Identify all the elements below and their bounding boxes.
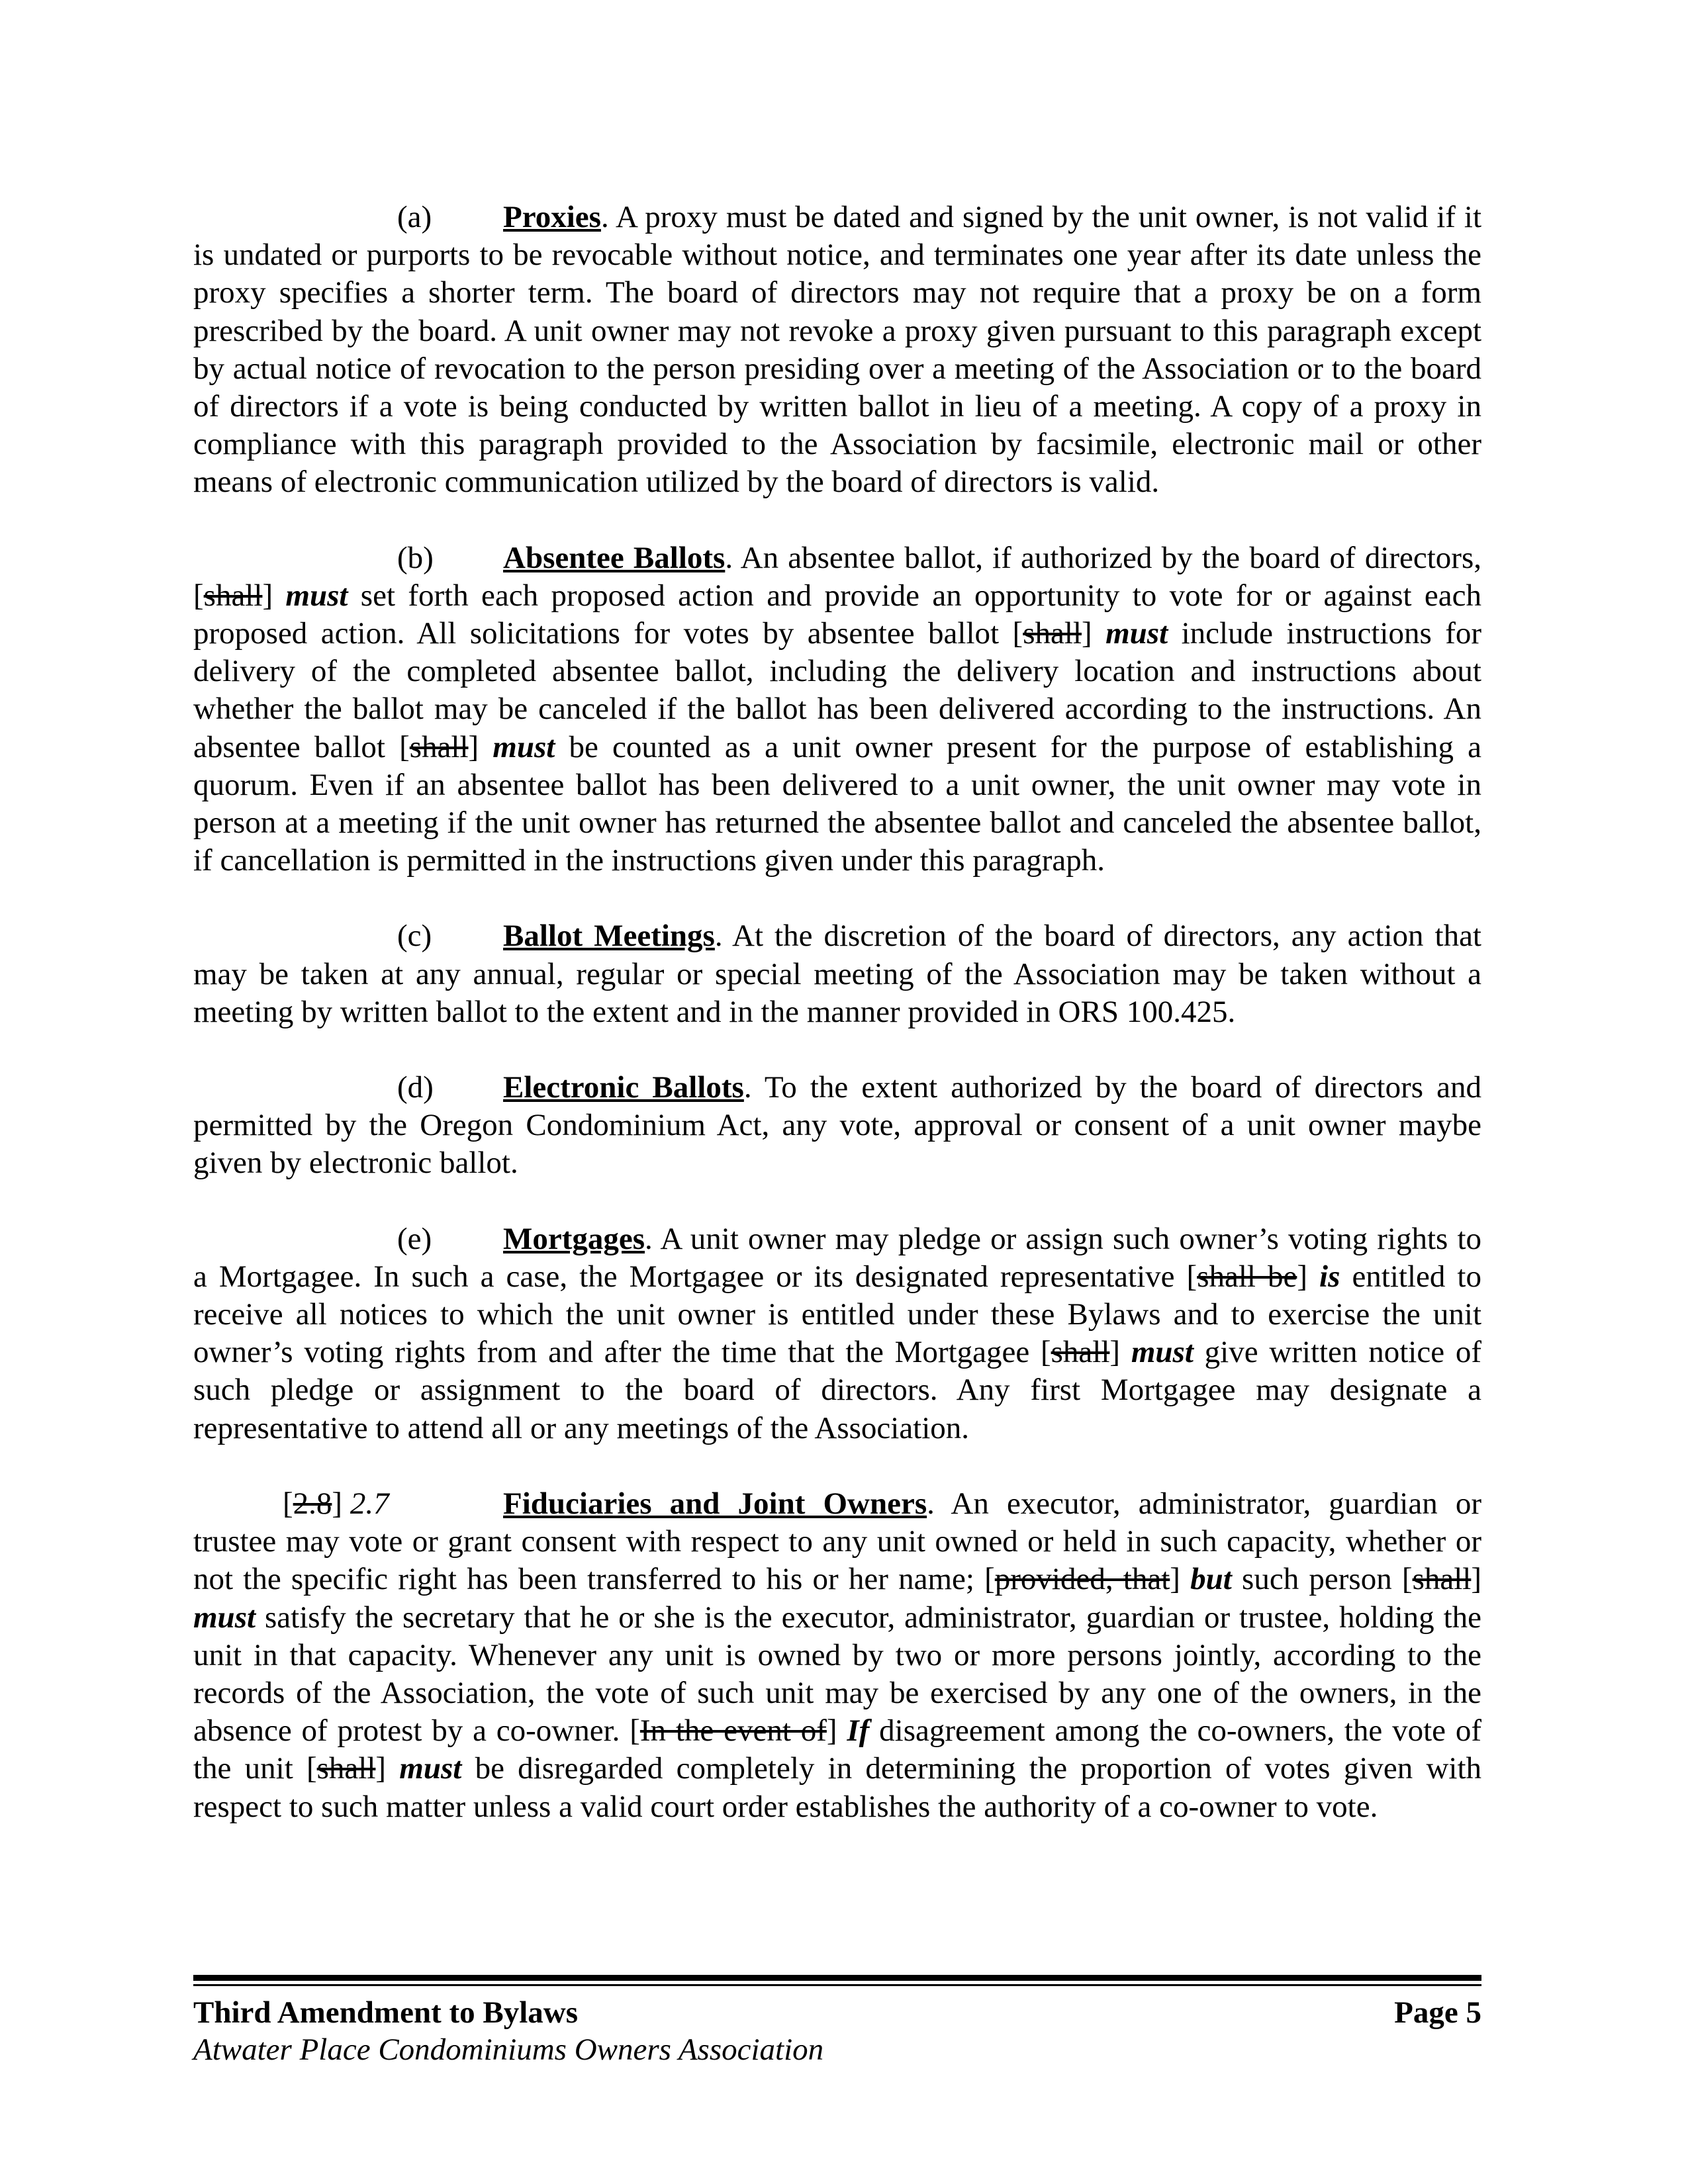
text-run: satisfy the secretary that he or she is the executor, administrator, guardian or trustee, holding the unit in that capacity. Whenever any unit is owned by two or more persons jointly, according to the records of the Association, the vote of such unit may be exercised by any one of the owners, in the absence of protest by a co-owner. [ xyxy=(193,1600,1481,1749)
page-footer xyxy=(193,1975,1481,2068)
text-run: give written notice of such pledge or assignment to the board of directors. Any first Mortgagee may designate a representative to attend all or any meetings of the Association. xyxy=(193,1335,1482,1445)
text-run: entitled to receive all notices to which the unit owner is entitled under these Bylaws and to exercise the unit owner’s voting rights from and after the time that the Mortgagee [ xyxy=(193,1259,1481,1370)
paragraph-label: (e) xyxy=(397,1221,432,1256)
paragraph-label: (c) xyxy=(397,919,432,954)
deleted-text: 2.8 xyxy=(293,1486,332,1521)
inserted-text: must xyxy=(193,1600,256,1635)
deleted-text: shall xyxy=(203,578,263,613)
paragraph-absentee-ballots xyxy=(193,539,1481,880)
paragraph-heading: Electronic Ballots xyxy=(503,1070,744,1105)
paragraph-heading: Proxies xyxy=(503,200,601,234)
inserted-section-number: 2.7 xyxy=(350,1486,389,1521)
inserted-text: must xyxy=(399,1751,462,1786)
text-run: . An executor, administrator, guardian or trustee may vote or grant consent with respect to any unit owned or held in such capacity, whether or not the specific right has been transferred to his or her name; [ xyxy=(193,1486,1481,1597)
paragraph-label: (b) xyxy=(397,540,434,575)
text-run: . An absentee ballot, if authorized by the board of directors, [ xyxy=(193,540,1482,613)
footer-association: Atwater Place Condominiums Owners Association xyxy=(193,2032,824,2067)
paragraph-mortgages xyxy=(193,1220,1481,1447)
inserted-text: is xyxy=(1319,1259,1340,1294)
footer-row xyxy=(193,1994,1481,2031)
paragraph-heading: Absentee Ballots xyxy=(503,540,726,575)
text-run: ] xyxy=(375,1751,400,1786)
deleted-text: shall xyxy=(1023,616,1082,651)
text-run: ] xyxy=(1109,1335,1131,1370)
deleted-text: In the event of xyxy=(639,1713,827,1749)
paragraph-text: . A proxy must be dated and signed by the unit owner, is not valid if it is undated or purports to be revocable without notice, and terminates one year after its date unless the proxy specifies a shorter term. The board of directors may not require that a proxy be on a form prescribed by the board. A unit owner may not revoke a proxy given pursuant to this paragraph except by actual notice of revocation to the person presiding over a meeting of the Association or to the board of directors if a vote is being conducted by written ballot in lieu of a meeting. A copy of a proxy in compliance with this paragraph provided to the Association by facsimile, electronic mail or other means of electronic communication utilized by the board of directors is valid. xyxy=(193,200,1481,500)
text-run: ] xyxy=(1081,616,1106,651)
paragraph-heading: Mortgages xyxy=(503,1221,645,1256)
inserted-text: but xyxy=(1190,1562,1232,1597)
text-run: ] xyxy=(1170,1562,1191,1597)
text-run: set forth each proposed action and provide an opportunity to vote for or against each proposed action. All solicitations for votes by absentee ballot [ xyxy=(193,578,1481,651)
paragraph-text: . To the extent authorized by the board of directors and permitted by the Oregon Condominium Act, any vote, approval or consent of a unit owner maybe given by electronic ballot. xyxy=(193,1070,1481,1181)
text-run: ] xyxy=(1297,1259,1320,1294)
inserted-text: must xyxy=(492,729,555,764)
text-run: ] xyxy=(468,729,493,764)
inserted-text: must xyxy=(1131,1335,1194,1370)
deleted-text: provided, that xyxy=(994,1562,1170,1597)
text-run: . A unit owner may pledge or assign such owner’s voting rights to a Mortgagee. In such a case, the Mortgagee or its designated representative [ xyxy=(193,1221,1481,1294)
footer-rule-thick xyxy=(193,1975,1481,1981)
section-heading: Fiduciaries and Joint Owners xyxy=(503,1486,927,1521)
text-run: include instructions for delivery of the completed absentee ballot, including the delivery location and instructions about whether the ballot may be canceled if the ballot has been delivered according to the instructions. An absentee ballot [ xyxy=(193,616,1482,764)
text-run: be counted as a unit owner present for the purpose of establishing a quorum. Even if an absentee ballot has been delivered to a unit owner, the unit owner may vote in person at a meeting if the unit owner has returned the absentee ballot and canceled the absentee ballot, if cancellation is permitted in the instructions given under this paragraph. xyxy=(193,729,1481,878)
deleted-text: shall xyxy=(1051,1335,1110,1370)
footer-rule-thin xyxy=(193,1984,1481,1986)
inserted-text: must xyxy=(285,578,348,613)
deleted-text: shall xyxy=(1412,1562,1472,1597)
deleted-text: shall xyxy=(316,1751,376,1786)
page-number: Page 5 xyxy=(1394,1995,1481,2030)
footer-title: Third Amendment to Bylaws xyxy=(193,1995,579,2030)
paragraph-text: . At the discretion of the board of directors, any action that may be taken at any annual, regular or special meeting of the Association may be taken without a meeting by written ballot to the extent and in the manner provided in ORS 100.425. xyxy=(193,919,1481,1029)
text-run: ] xyxy=(826,1713,847,1749)
paragraph-heading: Ballot Meetings xyxy=(503,919,715,954)
text-run: ] xyxy=(262,578,286,613)
inserted-text: If xyxy=(847,1713,870,1749)
inserted-text: must xyxy=(1105,616,1168,651)
section-number: [2.8] 2.7 xyxy=(283,1486,389,1521)
paragraph-electronic-ballots xyxy=(193,1069,1481,1183)
paragraph-label: (a) xyxy=(397,200,432,234)
text-run: disagreement among the co-owners, the vote of the unit [ xyxy=(193,1713,1481,1786)
paragraph-ballot-meetings xyxy=(193,917,1481,1031)
document-body xyxy=(193,199,1481,1826)
paragraph-proxies xyxy=(193,199,1481,502)
paragraph-label: (d) xyxy=(397,1070,434,1105)
text-run: such person [ xyxy=(1231,1562,1413,1597)
deleted-text: shall xyxy=(409,729,469,764)
section-fiduciaries-joint-owners xyxy=(193,1485,1481,1826)
text-run: be disregarded completely in determining the proportion of votes given with respect to such matter unless a valid court order establishes the authority of a co-owner to vote. xyxy=(193,1751,1482,1824)
deleted-text: shall be xyxy=(1197,1259,1297,1294)
text-run: ] xyxy=(1471,1562,1481,1597)
